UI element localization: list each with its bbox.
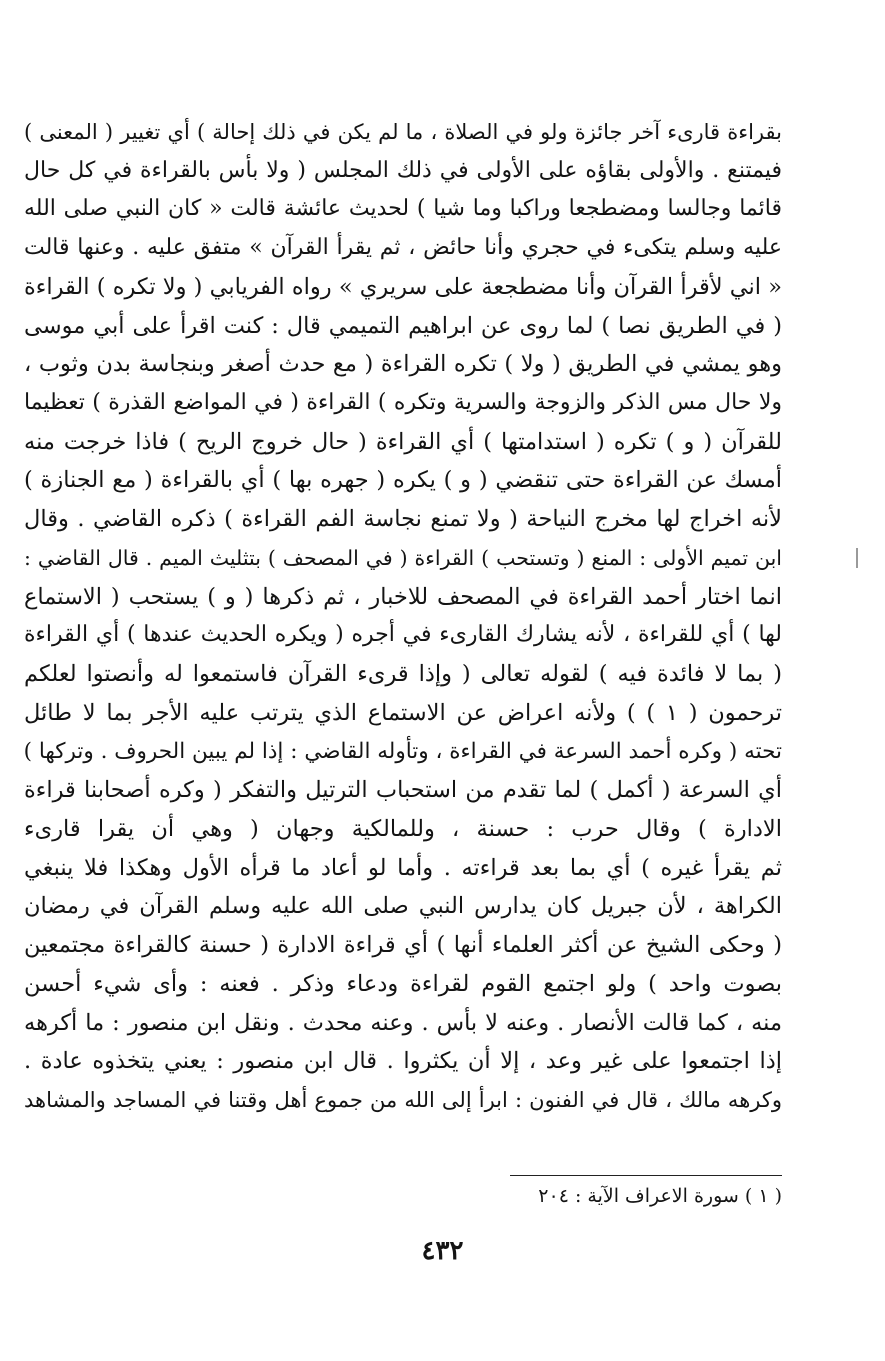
text-line: وكرهه مالك ، قال في الفنون : ابرأ إلى الله من جموع أهل وقتنا في المساجد والمشاهد: [24, 1087, 782, 1112]
text-line: الادارة ) وقال حرب : حسنة ، وللمالكية وجهان ( وهي أن يقرا قارىء: [24, 815, 782, 842]
text-line: ( بما لا فائدة فيه ) لقوله تعالى ( وإذا قرىء القرآن فاستمعوا له وأنصتوا لعلكم: [24, 661, 782, 688]
text-line: أي السرعة ( أكمل ) لما تقدم من استحباب الترتيل والتفكر ( وكره أصحابنا قراءة: [24, 777, 782, 804]
text-line: ولا حال مس الذكر والزوجة والسرية وتكره ) القراءة ( في المواضع القذرة ) تعظيما: [24, 390, 782, 416]
margin-mark: [856, 548, 858, 568]
text-line: بصوت واحد ) ولو اجتمع القوم لقراءة ودعاء وذكر . فعنه : وأى شيء أحسن: [24, 970, 782, 997]
text-line: إذا اجتمعوا على غير وعد ، إلا أن يكثروا . قال ابن منصور : يعني يتخذوه عادة .: [24, 1048, 782, 1075]
text-line: فيمتنع . والأولى بقاؤه على الأولى في ذلك المجلس ( ولا بأس بالقراءة في كل حال: [24, 157, 782, 183]
text-line: وهو يمشي في الطريق ( ولا ) تكره القراءة ( مع حدث أصغر وبنجاسة بدن وثوب ،: [24, 351, 782, 378]
main-text-block: [24, 113, 782, 1120]
footnote-separator: [510, 1175, 782, 1176]
text-line: لها ) أي للقراءة ، لأنه يشارك القارىء في أجره ( ويكره الحديث عندها ) أي القراءة: [24, 622, 782, 648]
text-line: قائما وجالسا ومضطجعا وراكبا وما شيا ) لحديث عائشة قالت « كان النبي صلى الله: [24, 196, 782, 222]
text-line: بقراءة قارىء آخر جائزة ولو في الصلاة ، ما لم يكن في ذلك إحالة ) أي تغيير ( المعنى ): [24, 120, 782, 144]
text-line: عليه وسلم يتكىء في حجري وأنا حائض ، ثم يقرأ القرآن » متفق عليه . وعنها قالت: [24, 235, 782, 261]
page-number: ٤٣٢: [421, 1236, 464, 1266]
text-line: ابن تميم الأولى : المنع ( وتستحب ) القراءة ( في المصحف ) بتثليث الميم . قال القاضي :: [24, 545, 782, 570]
text-line: ( في الطريق نصا ) لما روى عن ابراهيم التميمي قال : كنت اقرأ على أبي موسى: [24, 312, 782, 339]
text-line: « اني لأقرأ القرآن وأنا مضطجعة على سريري » رواه الفريابي ( ولا تكره ) القراءة: [24, 273, 782, 300]
text-line: للقرآن ( و ) تكره ( استدامتها ) أي القراءة ( حال خروج الريح ) فاذا خرجت منه: [24, 428, 782, 455]
text-line: لأنه اخراج لها مخرج النياحة ( ولا تمنع نجاسة الفم القراءة ) ذكره القاضي . وقال: [24, 506, 782, 533]
text-line: الكراهة ، لأن جبريل كان يدارس النبي صلى الله عليه وسلم القرآن في رمضان: [24, 893, 782, 920]
text-line: ( وحكى الشيخ عن أكثر العلماء أنها ) أي قراءة الادارة ( حسنة كالقراءة مجتمعين: [24, 932, 782, 959]
text-line: ثم يقرأ غيره ) أي بما بعد قراءته . وأما لو أعاد ما قرأه الأول وهكذا فلا ينبغي: [24, 854, 782, 881]
text-line: منه ، كما قالت الأنصار . وعنه لا بأس . وعنه محدث . ونقل ابن منصور : ما أكرهه: [24, 1009, 782, 1036]
text-line: تحته ( وكره أحمد السرعة في القراءة ، وتأوله القاضي : إذا لم يبين الحروف . وتركها ): [24, 738, 782, 764]
text-line: أمسك عن القراءة حتى تنقضي ( و ) يكره ( جهره بها ) أي بالقراءة ( مع الجنازة ): [24, 467, 782, 494]
footnote: ( ١ ) سورة الاعراف الآية : ٢٠٤: [538, 1185, 782, 1207]
text-line: ترحمون ( ١ ) ) ولأنه اعراض عن الاستماع الذي يترتب عليه الأجر بما لا طائل: [24, 699, 782, 726]
text-line: انما اختار أحمد القراءة في المصحف للاخبار ، ثم ذكرها ( و ) يستحب ( الاستماع: [24, 583, 782, 610]
